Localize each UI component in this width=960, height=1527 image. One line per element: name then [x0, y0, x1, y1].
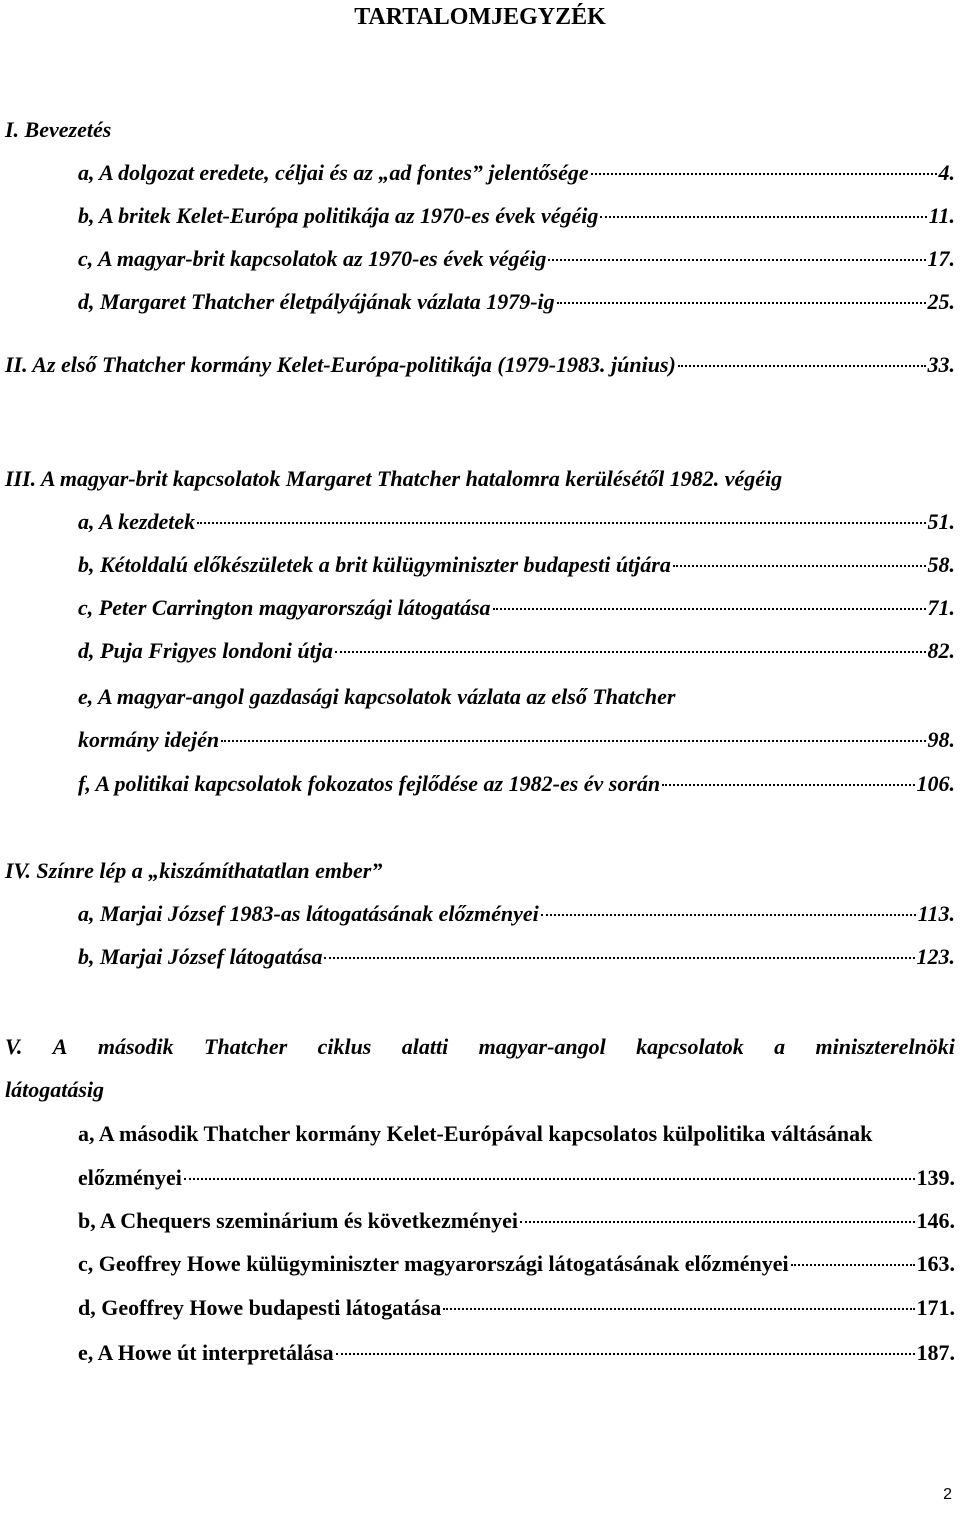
- dot-leader: [221, 740, 925, 742]
- dot-leader: [336, 1353, 915, 1355]
- toc-entry-text: b, A britek Kelet-Európa politikája az 1970-es évek végéig: [78, 203, 599, 228]
- toc-entry-page: 51.: [927, 509, 955, 534]
- toc-entry[interactable]: [78, 1291, 955, 1325]
- dot-leader: [541, 914, 916, 916]
- heading-word: második: [97, 1034, 174, 1059]
- dot-leader: [335, 651, 926, 653]
- toc-entry-page: 17.: [927, 246, 955, 271]
- toc-entry-text: a, A kezdetek: [78, 509, 196, 534]
- toc-entry-text: d, Margaret Thatcher életpályájának vázlata 1979-ig: [78, 289, 555, 314]
- heading-word: A: [52, 1034, 68, 1059]
- section-3-heading: III. A magyar-brit kapcsolatok Margaret Thatcher hatalomra kerülésétől 1982. végéig: [5, 466, 783, 491]
- toc-entry-page: 139.: [916, 1165, 955, 1190]
- toc-entry-text: előzményei: [78, 1165, 182, 1190]
- toc-entry-page: 171.: [916, 1295, 955, 1320]
- page-number: 2: [943, 1486, 952, 1503]
- toc-entry[interactable]: [78, 1204, 955, 1238]
- toc-entry-page: 98.: [927, 727, 955, 752]
- dot-leader: [591, 173, 937, 175]
- toc-entry-text[interactable]: a, A második Thatcher kormány Kelet-Európával kapcsolatos külpolitika váltásának: [78, 1121, 873, 1146]
- dot-leader: [600, 216, 926, 218]
- section-5-heading: [5, 1030, 955, 1064]
- section-5-heading-line-2: látogatásig: [5, 1077, 105, 1102]
- toc-entry[interactable]: [78, 940, 955, 974]
- toc-entry[interactable]: [78, 1336, 955, 1370]
- toc-entry[interactable]: [78, 156, 955, 190]
- dot-leader: [520, 1221, 915, 1223]
- dot-leader: [791, 1264, 915, 1266]
- dot-leader: [557, 302, 926, 304]
- toc-entry-page: 25.: [927, 289, 955, 314]
- page-title: TARTALOMJEGYZÉK: [354, 4, 606, 30]
- dot-leader: [673, 565, 926, 567]
- toc-entry-text: c, A magyar-brit kapcsolatok az 1970-es évek végéig: [78, 246, 547, 271]
- toc-entry[interactable]: [78, 505, 955, 539]
- dot-leader: [324, 957, 914, 959]
- heading-word: a: [774, 1034, 786, 1059]
- toc-entry-text: a, A dolgozat eredete, céljai és az „ad fontes” jelentősége: [78, 160, 589, 185]
- toc-entry[interactable]: [78, 723, 955, 757]
- dot-leader: [662, 784, 914, 786]
- toc-entry-page: 11.: [928, 203, 955, 228]
- heading-word: miniszterelnöki: [815, 1034, 955, 1059]
- toc-entry-page: 4.: [938, 160, 955, 185]
- heading-word: V.: [5, 1034, 23, 1059]
- toc-entry-text[interactable]: e, A magyar-angol gazdasági kapcsolatok vázlata az első Thatcher: [78, 684, 676, 709]
- toc-entry-page: 71.: [927, 595, 955, 620]
- dot-leader: [443, 1308, 914, 1310]
- toc-entry-text: c, Geoffrey Howe külügyminiszter magyarországi látogatásának előzményei: [78, 1251, 789, 1276]
- dot-leader: [493, 608, 926, 610]
- toc-entry[interactable]: [78, 285, 955, 319]
- heading-word: kapcsolatok: [636, 1034, 744, 1059]
- toc-entry-page: 113.: [917, 901, 955, 926]
- toc-entry-page: 82.: [927, 638, 955, 663]
- heading-word: alatti: [401, 1034, 449, 1059]
- toc-entry-page: 106.: [916, 771, 955, 796]
- toc-entry-page: 58.: [927, 552, 955, 577]
- toc-entry-text: c, Peter Carrington magyarországi látogatása: [78, 595, 491, 620]
- toc-entry-text: f, A politikai kapcsolatok fokozatos fejlődése az 1982-es év során: [78, 771, 661, 796]
- toc-entry-text: e, A Howe út interpretálása: [78, 1340, 334, 1365]
- toc-entry-page: 33.: [927, 352, 955, 377]
- toc-entry-text: b, Kétoldalú előkészületek a brit külügyminiszter budapesti útjára: [78, 552, 671, 577]
- toc-entry-text: a, Marjai József 1983-as látogatásának előzményei: [78, 901, 539, 926]
- dot-leader: [678, 365, 926, 367]
- toc-entry-section-2[interactable]: [5, 348, 955, 382]
- toc-entry[interactable]: [78, 634, 955, 668]
- toc-entry[interactable]: [78, 1161, 955, 1195]
- dot-leader: [184, 1178, 915, 1180]
- toc-entry-text: b, Marjai József látogatása: [78, 944, 323, 969]
- toc-entry-text: b, A Chequers szeminárium és következményei: [78, 1208, 518, 1233]
- toc-entry-page: 123.: [916, 944, 955, 969]
- toc-entry[interactable]: [78, 1247, 955, 1281]
- dot-leader: [197, 522, 925, 524]
- toc-entry[interactable]: [78, 242, 955, 276]
- toc-entry-text: d, Puja Frigyes londoni útja: [78, 638, 333, 663]
- heading-word: Thatcher: [204, 1034, 288, 1059]
- toc-entry-page: 187.: [916, 1340, 955, 1365]
- toc-entry-page: 146.: [916, 1208, 955, 1233]
- toc-entry-text: d, Geoffrey Howe budapesti látogatása: [78, 1295, 442, 1320]
- heading-word: ciklus: [317, 1034, 372, 1059]
- toc-entry[interactable]: [78, 767, 955, 801]
- section-4-heading: IV. Színre lép a „kiszámíthatatlan ember”: [5, 858, 383, 883]
- toc-entry[interactable]: [78, 199, 955, 233]
- heading-word: magyar-angol: [478, 1034, 606, 1059]
- toc-entry[interactable]: [78, 548, 955, 582]
- toc-entry-text: II. Az első Thatcher kormány Kelet-Európa-politikája (1979-1983. június): [5, 352, 676, 377]
- toc-entry[interactable]: [78, 897, 955, 931]
- toc-entry-text: kormány idején: [78, 727, 220, 752]
- dot-leader: [548, 259, 925, 261]
- section-1-heading: I. Bevezetés: [5, 117, 112, 142]
- toc-entry[interactable]: [78, 591, 955, 625]
- toc-entry-page: 163.: [916, 1251, 955, 1276]
